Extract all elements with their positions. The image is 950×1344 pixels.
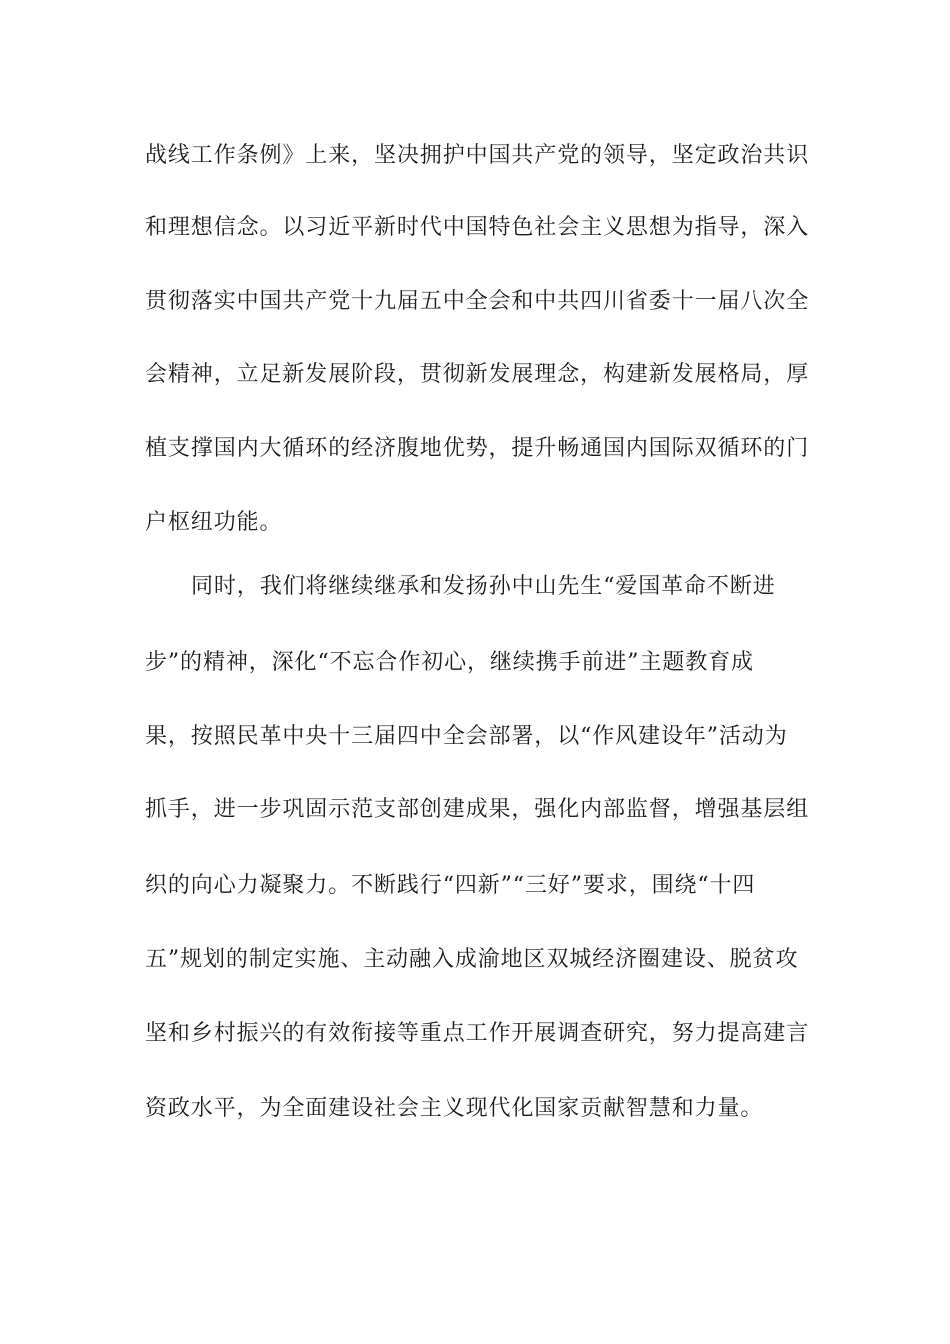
text-line: 织的向心力凝聚力。不断践行“四新”“三好”要求，围绕“十四 xyxy=(145,873,756,898)
text-line: 五”规划的制定实施、主动融入成渝地区双城经济圈建设、脱贫攻 xyxy=(145,947,799,972)
text-line: 贯彻落实中国共产党十九届五中全会和中共四川省委十一届八次全 xyxy=(145,289,810,314)
text-line: 和理想信念。以习近平新时代中国特色社会主义思想为指导，深入 xyxy=(145,215,810,240)
text-line: 户枢纽功能。 xyxy=(145,510,283,535)
text-line: 步”的精神，深化“不忘合作初心，继续携手前进”主题教育成 xyxy=(145,650,754,675)
text-line: 抓手，进一步巩固示范支部创建成果，强化内部监督，增强基层组 xyxy=(145,797,810,822)
text-line: 植支撑国内大循环的经济腹地优势，提升畅通国内国际双循环的门 xyxy=(145,436,810,461)
text-line: 坚和乡村振兴的有效衔接等重点工作开展调查研究，努力提高建言 xyxy=(145,1021,810,1046)
text-line: 果，按照民革中央十三届四中全会部署，以“作风建设年”活动为 xyxy=(145,724,788,749)
text-line: 会精神，立足新发展阶段，贯彻新发展理念，构建新发展格局，厚 xyxy=(145,362,810,387)
text-line: 资政水平，为全面建设社会主义现代化国家贡献智慧和力量。 xyxy=(145,1096,764,1121)
text-line: 战线工作条例》上来，坚决拥护中国共产党的领导，坚定政治共识 xyxy=(145,143,810,168)
paragraph-first-line: 同时，我们将继续继承和发扬孙中山先生“爱国革命不断进 xyxy=(191,574,776,599)
